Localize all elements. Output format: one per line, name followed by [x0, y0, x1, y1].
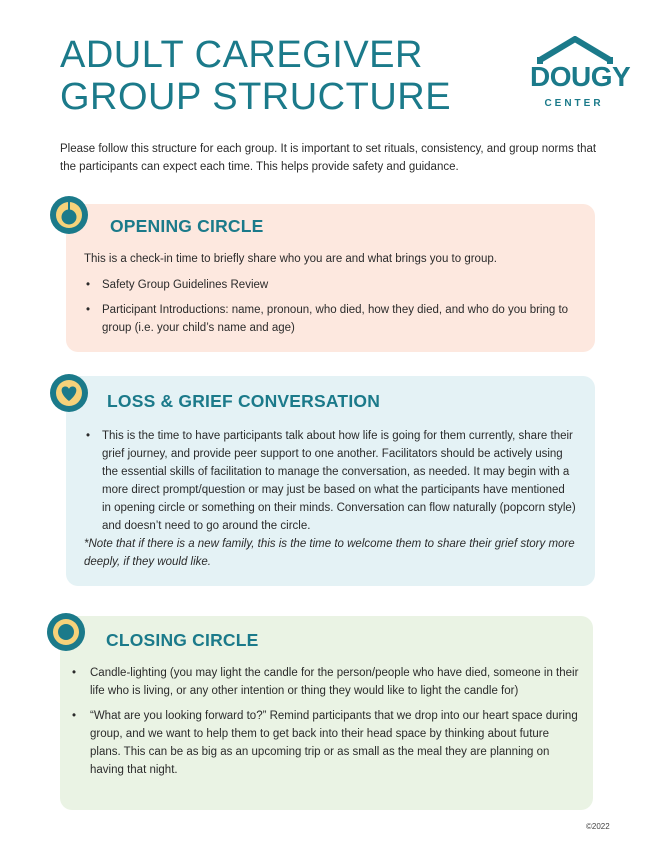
list-item-text: Candle-lighting (you may light the candle for the person/people who have died, someone in their life who is living, or any other intention or thing they would like to light the candle for)	[90, 667, 579, 697]
list-item	[84, 301, 579, 337]
list-item-text: Participant Introductions: name, pronoun, who died, how they died, and who do you bring to group (i.e. your child’s name and age)	[102, 304, 569, 334]
dougy-center-logo	[530, 36, 631, 116]
bullet-icon: •	[86, 279, 91, 291]
list-item	[84, 427, 576, 535]
heart-icon	[50, 374, 88, 412]
logo-word: DOUGY	[530, 61, 631, 92]
title-line-1: ADULT CAREGIVER	[60, 34, 423, 76]
opening-circle-heading: OPENING CIRCLE	[110, 216, 264, 236]
list-item	[72, 664, 580, 700]
loss-grief-heading: LOSS & GRIEF CONVERSATION	[107, 391, 381, 411]
circle-icon	[47, 613, 85, 651]
candle-icon	[50, 196, 88, 234]
opening-circle-description: This is a check-in time to briefly share who you are and what brings you to group.	[84, 253, 497, 265]
opening-circle-list	[84, 276, 579, 344]
title-line-2: GROUP STRUCTURE	[60, 76, 452, 118]
list-item-text: “What are you looking forward to?” Remind participants that we drop into our heart space during group, and we want to help them to get back into their head space by thinking about future plans. This can be as big as an upcoming trip or as small as the meal they are planning on having that night.	[90, 710, 578, 776]
page-title	[60, 34, 451, 118]
bullet-icon: •	[72, 667, 77, 679]
list-item	[84, 276, 579, 294]
list-item-text: This is the time to have participants talk about how life is going for them currently, share their grief journey, and provide peer support to one another. Facilitators should be actively using the essential skills of facilitation to manage the conversation, as needed. It may begin with a more direct prompt/question or may just be based on what the participants have mentioned in opening circle or something on their minds. Conversation can flow naturally (popcorn style) and doesn’t need to go around the circle.	[102, 430, 576, 532]
loss-grief-list	[84, 427, 576, 542]
bullet-icon: •	[86, 304, 91, 316]
logo-subword: CENTER	[544, 98, 604, 109]
closing-circle-heading: CLOSING CIRCLE	[106, 630, 259, 650]
intro-text: Please follow this structure for each group. It is important to set rituals, consistency, and group norms that the participants can expect each time. This helps provide safety and guidance.	[60, 143, 597, 173]
list-item	[72, 707, 580, 779]
list-item-text: Safety Group Guidelines Review	[102, 279, 269, 291]
closing-circle-list	[72, 664, 580, 786]
bullet-icon: •	[86, 430, 91, 442]
bullet-icon: •	[72, 710, 77, 722]
new-family-note: *Note that if there is a new family, this is the time to welcome them to share their grief story more deeply, if they would like.	[84, 538, 575, 568]
copyright: ©2022	[586, 822, 610, 831]
